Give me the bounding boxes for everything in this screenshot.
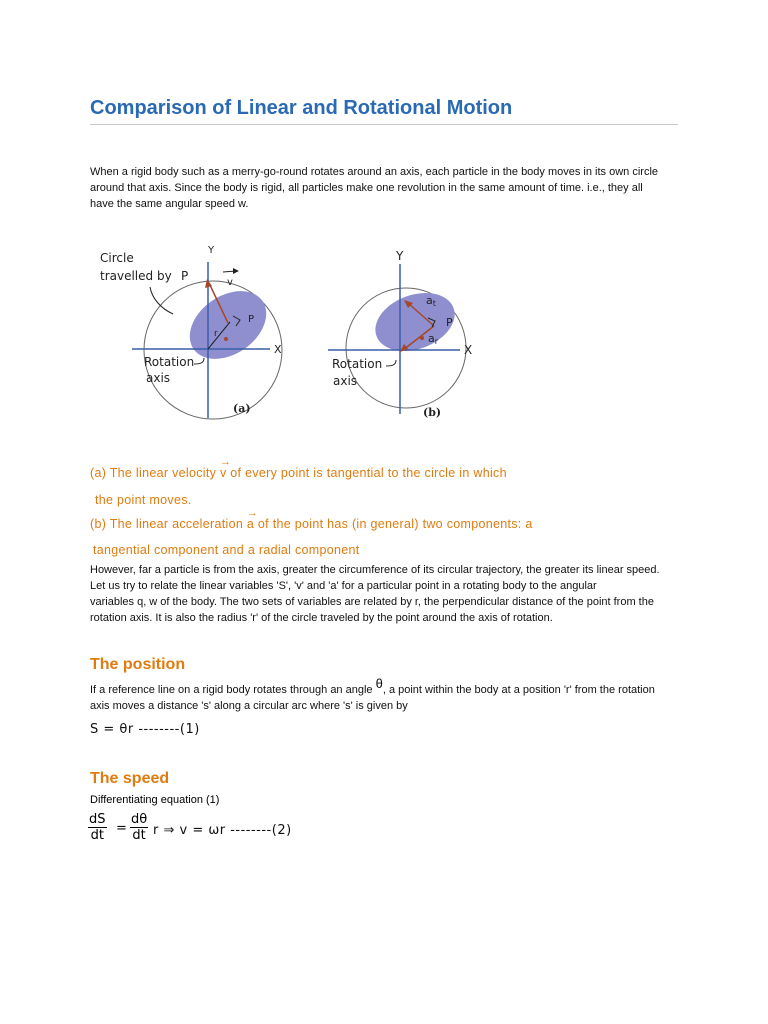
position-line-start: If a reference line on a rigid body rotates through an angle (90, 684, 373, 696)
position-line-end: , a point within the body at a position 'r' from the rotation (382, 684, 655, 696)
ar-subscript: r (434, 337, 439, 346)
vector-arrow-icon: → (246, 507, 259, 519)
page-title: Comparison of Linear and Rotational Motion (90, 97, 513, 119)
x-axis-label-a: X (274, 343, 282, 356)
rotation-label-a: Rotation (144, 355, 195, 369)
circle-label: Circle (100, 251, 134, 265)
v-label-a: v (227, 277, 233, 288)
travelled-by-label: travelled by (100, 269, 172, 283)
intro-line: have the same angular speed w. (90, 198, 249, 210)
axis-label-a: axis (146, 371, 171, 385)
figure-a-caption: (a) (233, 402, 251, 415)
point-label-b: P (446, 316, 453, 329)
equation-1: S = θr --------(1) (90, 722, 200, 737)
figure-a (100, 245, 282, 419)
figure-b (328, 249, 472, 419)
figure-b-caption: (b) (423, 406, 442, 419)
vector-arrow-icon: → (219, 456, 232, 468)
title-divider (90, 124, 678, 125)
caption-b-start: (b) The linear acceleration (90, 517, 244, 531)
velocity-symbol: v (219, 466, 227, 480)
caption-a-start: (a) The linear velocity (90, 466, 217, 480)
fraction-numerator: dθ (131, 812, 148, 827)
caption-line-b (90, 507, 533, 531)
acceleration-symbol: a (246, 517, 255, 531)
intro-line: around that axis. Since the body is rigid, all particles make one revolution in the same amount of time. i.e., they all (90, 182, 643, 194)
caption-line-a-cont: the point moves. (95, 493, 192, 507)
circle-pointer-line (150, 287, 173, 314)
relation-line: variables q, w of the body. The two sets of variables are related by r, the perpendicular distance of the point from the (90, 596, 654, 608)
intro-line: When a rigid body such as a merry-go-round rotates around an axis, each particle in the body moves in its own circle (90, 166, 659, 178)
rotation-label-b: Rotation (332, 357, 383, 371)
relation-line: rotation axis. It is also the radius 'r' of the circle traveled by the point around the axis of rotation. (90, 612, 553, 624)
ar-symbol: a (428, 332, 435, 345)
caption-a-end: of every point is tangential to the circle in which (230, 466, 507, 480)
fraction-denominator: dt (88, 827, 107, 843)
at-symbol: a (426, 294, 433, 307)
fraction-dtheta-dt (130, 812, 148, 843)
position-paragraph (90, 676, 690, 714)
r-label-a: r (214, 329, 218, 339)
equals-sign: = (116, 821, 128, 836)
fraction-numerator: dS (89, 812, 106, 827)
relation-line: Let us try to relate the linear variables 'S', 'v' and 'a' for a particular point in a rotating body to the angular (90, 580, 597, 592)
rotation-pointer-line-a (194, 358, 204, 364)
y-axis-label-b: Y (396, 249, 404, 263)
theta-symbol: θ (375, 676, 383, 691)
velocity-vector-symbol (219, 456, 232, 480)
relation-line: However, far a particle is from the axis, greater the circumference of its circular trajectory, the greater its linear speed. (90, 564, 660, 576)
at-subscript: t (432, 299, 436, 308)
point-label-a: P (248, 314, 255, 325)
position-line: axis moves a distance 's' along a circular arc where 's' is given by (90, 700, 408, 712)
position-heading: The position (90, 656, 186, 673)
speed-heading: The speed (90, 770, 170, 787)
acceleration-vector-symbol (246, 507, 259, 531)
v-direction-arrowhead (233, 268, 239, 274)
position-line (90, 676, 690, 698)
relation-paragraph (90, 562, 690, 626)
caption-line-a (90, 456, 507, 480)
intro-paragraph (90, 164, 690, 212)
p-label-a: P (181, 269, 189, 283)
equation-2: r ⇒ v = ωr --------(2) (153, 823, 292, 838)
x-axis-label-b: X (464, 343, 473, 357)
caption-line-b-cont: tangential component and a radial component (93, 543, 360, 557)
differentiating-text: Differentiating equation (1) (90, 794, 220, 806)
rotation-figure (90, 240, 510, 428)
y-axis-label-a: Y (208, 245, 215, 256)
caption-b-end: of the point has (in general) two components: a (257, 517, 533, 531)
fraction-ds-dt (88, 812, 107, 843)
axis-label-b: axis (333, 374, 358, 388)
fraction-denominator: dt (130, 827, 148, 843)
point-p-dot-a (224, 337, 228, 341)
rotation-pointer-line-b (386, 360, 396, 366)
